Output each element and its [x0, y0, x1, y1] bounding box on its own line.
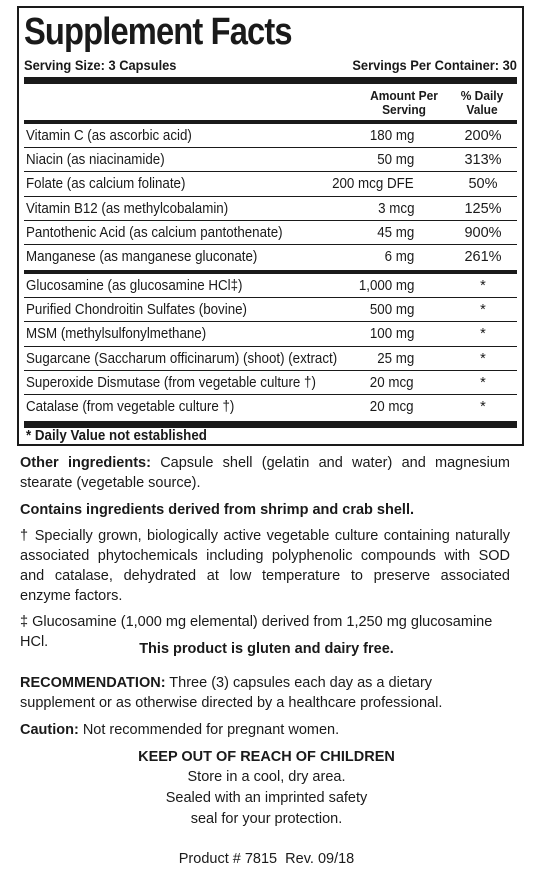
amount-per-serving-header [363, 89, 446, 117]
serving-size: Serving Size: 3 Capsules [24, 57, 177, 73]
recommendation-text: Three (3) capsules each day as a dietary supplement or as otherwise directed by a healthcare professional. [20, 675, 443, 711]
nutrient-dv: 125% [464, 200, 502, 217]
storage-line-2: Sealed with an imprinted safety [165, 790, 368, 806]
table-row [24, 274, 517, 298]
product-code: Product # 7815 Rev. 09/18 [178, 851, 355, 867]
panel-title: Supplement Facts [24, 11, 292, 53]
ingredient-amount: 20 mcg [370, 398, 414, 415]
ingredient-dv: * [480, 398, 486, 415]
other-ingredients-label: Other ingredients: [20, 455, 151, 471]
caution-text: Not recommended for pregnant women. [78, 722, 340, 738]
table-row [24, 197, 517, 221]
servings-per-container: Servings Per Container: 30 [352, 57, 517, 73]
ingredient-amount: 500 mg [369, 302, 414, 319]
ingredient-amount: 25 mg [376, 350, 414, 367]
nutrient-dv: 200% [464, 128, 502, 144]
caution [20, 720, 510, 740]
nutrient-name: Niacin (as niacinamide) [26, 152, 165, 169]
table-row [24, 371, 517, 395]
ingredient-name: Purified Chondroitin Sulfates (bovine) [26, 302, 247, 319]
table-row [24, 124, 517, 148]
nutrient-name: Pantothenic Acid (as calcium pantothenate) [26, 224, 283, 241]
storage-line-1: Store in a cool, dry area. [187, 769, 346, 785]
nutrient-name: Vitamin C (as ascorbic acid) [26, 128, 192, 144]
ingredient-dv: * [480, 350, 486, 367]
serving-info [24, 56, 517, 74]
table-row [24, 298, 517, 322]
ingredient-name: Superoxide Dismutase (from vegetable culture †) [26, 374, 316, 391]
ingredient-dv: * [480, 374, 486, 391]
nutrient-amount: 6 mg [384, 248, 414, 265]
ingredient-name: Sugarcane (Saccharum officinarum) (shoot) (extract) [26, 350, 338, 367]
nutrient-amount: 50 mg [376, 152, 414, 169]
ingredient-amount: 1,000 mg [358, 278, 414, 294]
nutrient-group-vitamins [24, 124, 517, 269]
ingredient-amount: 20 mcg [370, 374, 414, 391]
nutrient-amount: 200 mcg DFE [332, 176, 414, 193]
keep-out-of-reach: KEEP OUT OF REACH OF CHILDREN [138, 749, 395, 765]
dagger-footnote: † Specially grown, biologically active vegetable culture containing naturally associated phytochemicals including polyphenolic compounds with SOD and catalase, dehydrated at low temperature to preserve associated enzyme factors. [20, 528, 510, 604]
caution-label: Caution: [20, 722, 79, 738]
storage-line-3: seal for your protection. [190, 811, 343, 827]
dv-header-line2: Value [466, 102, 498, 117]
supplement-facts-panel [17, 6, 524, 446]
nutrient-name: Manganese (as manganese gluconate) [26, 248, 258, 265]
nutrient-amount: 180 mg [369, 128, 414, 144]
ingredient-dv: * [480, 278, 486, 294]
other-ingredients [20, 453, 510, 493]
nutrient-amount: 3 mcg [377, 200, 414, 217]
table-row [24, 322, 517, 346]
recommendation [20, 673, 510, 713]
nutrient-amount: 45 mg [376, 224, 414, 241]
ingredient-dv: * [480, 326, 486, 343]
table-row [24, 395, 517, 419]
ingredient-dv: * [480, 302, 486, 319]
daily-value-header [454, 89, 509, 117]
allergen-statement: Contains ingredients derived from shrimp and crab shell. [20, 502, 414, 518]
gluten-dairy-free-statement: This product is gluten and dairy free. [139, 641, 394, 657]
thick-divider [24, 77, 517, 84]
dv-header-line1: % Daily [460, 88, 504, 103]
table-row [24, 148, 517, 172]
table-row [24, 245, 517, 269]
ingredient-name: MSM (methylsulfonylmethane) [26, 326, 207, 343]
amount-header-line2: Serving [382, 102, 426, 117]
ingredient-name: Catalase (from vegetable culture †) [26, 398, 235, 415]
amount-header-line1: Amount Per [370, 88, 438, 103]
table-row [24, 221, 517, 245]
nutrient-group-other [24, 274, 517, 419]
nutrient-name: Vitamin B12 (as methylcobalamin) [26, 200, 229, 217]
daily-value-footnote: * Daily Value not established [26, 428, 207, 444]
nutrient-dv: 900% [464, 224, 502, 241]
table-row [24, 172, 517, 196]
other-ingredients-text: Capsule shell (gelatin and water) and magnesium stearate (vegetable source). [20, 455, 510, 491]
nutrient-name: Folate (as calcium folinate) [26, 176, 186, 193]
nutrient-dv: 261% [464, 248, 502, 265]
nutrient-dv: 313% [464, 152, 502, 169]
double-dagger-footnote: ‡ Glucosamine (1,000 mg elemental) derived from 1,250 mg glucosamine HCl. [20, 614, 493, 650]
table-row [24, 347, 517, 371]
recommendation-label: RECOMMENDATION: [20, 675, 166, 691]
ingredient-amount: 100 mg [369, 326, 414, 343]
ingredient-name: Glucosamine (as glucosamine HCl‡) [26, 278, 243, 294]
nutrient-dv: 50% [468, 176, 498, 193]
